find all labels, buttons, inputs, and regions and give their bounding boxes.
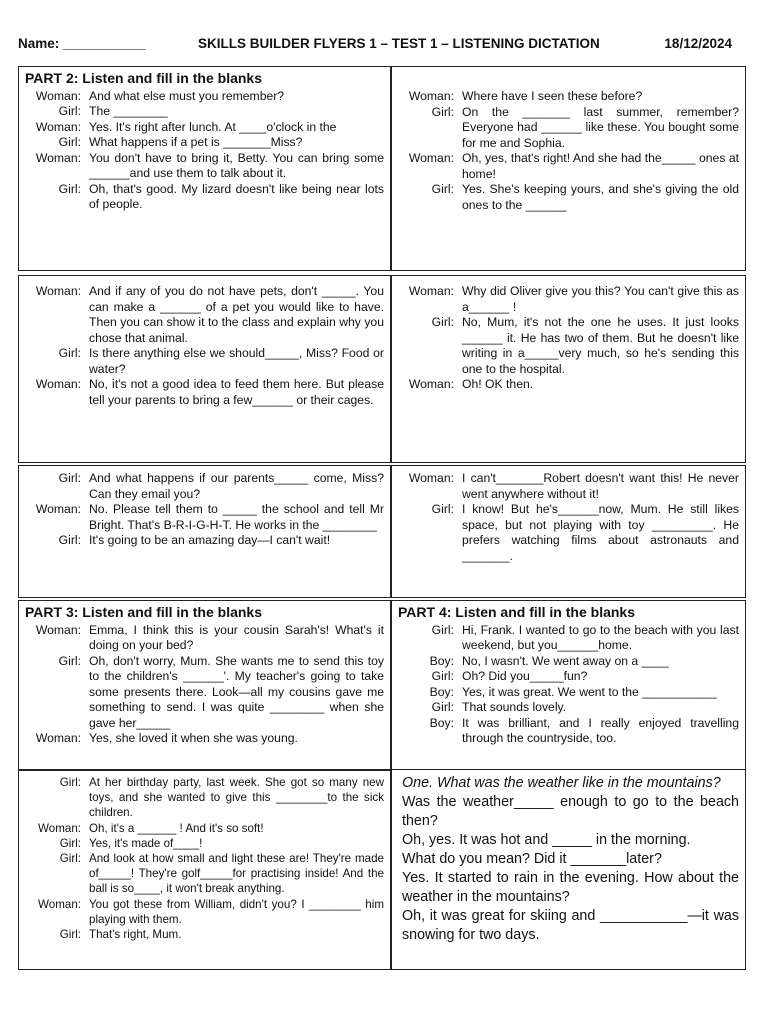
dialogue-line bbox=[25, 120, 384, 136]
dialogue-text: Oh! OK then. bbox=[462, 377, 534, 391]
speaker-label: Girl: bbox=[59, 836, 81, 850]
speaker-label: Girl: bbox=[58, 181, 81, 196]
dialogue-text: That sounds lovely. bbox=[462, 700, 567, 714]
dialogue-line bbox=[398, 105, 739, 152]
speaker-label: Woman: bbox=[408, 471, 454, 485]
dialogue-line bbox=[398, 685, 739, 701]
dialogue-text: Yes, it was great. We went to the ___________ bbox=[462, 684, 717, 699]
part2-box-3 bbox=[18, 465, 391, 598]
speaker-label: Woman: bbox=[35, 731, 81, 745]
dialogue-text: Hi, Frank. I wanted to go to the beach with you last weekend, but you______home. bbox=[462, 622, 739, 652]
dialogue-text: Oh, don't worry, Mum. She wants me to send this toy to the children's ______'. My teacher's going to take some presents there. Look—all my cousins gave me something to send. I was quite ________ when she gave her_____ bbox=[89, 653, 384, 730]
dialogue-line bbox=[398, 623, 739, 654]
dialogue-text: Oh, yes, that's right! And she had the_____ ones at home! bbox=[462, 151, 739, 181]
speaker-label: Girl: bbox=[431, 315, 454, 329]
dialogue bbox=[25, 623, 384, 747]
dialogue-line bbox=[25, 533, 384, 549]
dialogue-line bbox=[25, 836, 384, 851]
speaker-label: Boy: bbox=[429, 684, 454, 699]
speaker-label: Woman: bbox=[35, 284, 81, 298]
speaker-label: Girl: bbox=[59, 928, 81, 942]
speaker-label: Girl: bbox=[431, 669, 454, 683]
speaker-label: Girl: bbox=[58, 533, 81, 547]
part4-heading: PART 4: Listen and fill in the blanks bbox=[398, 604, 635, 620]
dialogue-line bbox=[398, 700, 739, 716]
dialogue-text: And look at how small and light these are! They're made of_____! They're golf_____for practising inside! And the ball is so____, it won't break anything. bbox=[89, 852, 384, 896]
dialogue-line bbox=[25, 502, 384, 533]
dialogue-text: Oh, that's good. My lizard doesn't like being near lots of people. bbox=[89, 181, 384, 211]
dialogue-line bbox=[398, 151, 739, 182]
speaker-label: Woman: bbox=[35, 377, 81, 391]
dialogue-text: No, it's not a good idea to feed them here. But please tell your parents to bring a few______ or their cages. bbox=[89, 377, 384, 407]
dialogue-text: At her birthday party, last week. She got so many new toys, and she wanted to give this ________to the sick children. bbox=[89, 776, 384, 820]
speaker-label: Woman: bbox=[38, 897, 81, 911]
dialogue-line bbox=[25, 104, 384, 120]
right-box-3 bbox=[391, 465, 746, 598]
dialogue-line bbox=[398, 471, 739, 502]
speaker-label: Girl: bbox=[431, 182, 454, 196]
dialogue-line bbox=[398, 89, 739, 105]
dialogue-text: Oh, it was great for skiing and ___________—it was snowing for two days. bbox=[402, 908, 739, 943]
dialogue-line bbox=[25, 654, 384, 732]
right-box-1 bbox=[391, 66, 746, 271]
dialogue-text: I can't_______Robert doesn't want this! He never went anywhere without it! bbox=[462, 471, 739, 501]
dialogue-text: Emma, I think this is your cousin Sarah's! What's it doing on your bed? bbox=[89, 622, 384, 652]
dialogue bbox=[398, 471, 739, 564]
part3-box-1 bbox=[18, 600, 391, 770]
part4-box-1 bbox=[391, 600, 746, 770]
speaker-label: Woman: bbox=[35, 119, 81, 134]
dialogue-text: You got these from William, didn't you? I ________ him playing with them. bbox=[89, 897, 384, 926]
dialogue-text: Yes. She's keeping yours, and she's giving the old ones to the ______ bbox=[462, 182, 739, 212]
dialogue-text: I know! But he's______now, Mum. He still likes space, but not playing with toy _________. He prefers watching films about astronauts and _______. bbox=[462, 502, 739, 563]
dialogue-line bbox=[25, 927, 384, 942]
speaker-label: Girl: bbox=[431, 502, 454, 516]
dialogue-line bbox=[398, 182, 739, 213]
dialogue-text: It was brilliant, and I really enjoyed travelling through the countryside, too. bbox=[462, 715, 739, 745]
dialogue-text: Yes. It's right after lunch. At ____o'clock in the bbox=[89, 119, 337, 134]
dialogue-line bbox=[398, 284, 739, 315]
dialogue-text: Was the weather_____ enough to go to the beach then? bbox=[402, 794, 739, 829]
part2-box-1 bbox=[18, 66, 391, 271]
speaker-label: Boy: bbox=[429, 715, 454, 730]
part3-box-2 bbox=[18, 770, 391, 970]
dialogue-text: Is there anything else we should_____, Miss? Food or water? bbox=[89, 346, 384, 376]
dialogue-line bbox=[25, 471, 384, 502]
speaker-label: Girl: bbox=[58, 135, 81, 149]
dialogue-line bbox=[398, 654, 739, 670]
speaker-label: Girl: bbox=[58, 471, 81, 485]
speaker-label: Woman: bbox=[35, 622, 81, 637]
speaker-label: Woman: bbox=[35, 502, 81, 516]
dialogue-line bbox=[25, 851, 384, 897]
dialogue-text: And what else must you remember? bbox=[89, 88, 285, 103]
dialogue-line bbox=[398, 669, 739, 685]
dialogue-line bbox=[25, 897, 384, 927]
dialogue-line bbox=[25, 151, 384, 182]
speaker-label: Girl: bbox=[58, 346, 81, 360]
speaker-label: Woman: bbox=[408, 377, 454, 391]
dialogue-text: You don't have to bring it, Betty. You can bring some ______and use them to talk about it. bbox=[89, 150, 384, 180]
dialogue-text: Oh, yes. It was hot and _____ in the morning. bbox=[402, 832, 691, 848]
dialogue-text: Yes, it's made of____! bbox=[89, 836, 203, 850]
dialogue-text: Oh? Did you_____fun? bbox=[462, 669, 588, 683]
speaker-label: Girl: bbox=[58, 653, 81, 668]
dialogue-line bbox=[398, 716, 739, 747]
dialogue-text: No, Mum, it's not the one he uses. It just looks ______ it. He has two of them. But he doesn't like writing in a_____very much, so he's sending this one to the hospital. bbox=[462, 315, 739, 376]
speaker-label: Girl: bbox=[59, 852, 81, 866]
dialogue bbox=[398, 623, 739, 747]
speaker-label: Girl: bbox=[58, 104, 81, 118]
dialogue bbox=[25, 89, 384, 213]
dialogue-text: No. Please tell them to _____ the school and tell Mr Bright. That's B-R-I-G-H-T. He works in the ________ bbox=[89, 502, 384, 532]
part4-box-2 bbox=[391, 770, 746, 970]
speaker-label: Woman: bbox=[35, 150, 81, 165]
speaker-label: Woman: bbox=[35, 88, 81, 103]
speaker-label: Girl: bbox=[59, 776, 81, 789]
dialogue-line bbox=[25, 377, 384, 408]
dialogue-text: The ________ bbox=[89, 104, 168, 118]
part2-box-2 bbox=[18, 275, 391, 463]
dialogue-text: It's going to be an amazing day—I can't wait! bbox=[89, 533, 331, 547]
speaker-label: Woman: bbox=[408, 89, 454, 103]
dialogue-text: Why did Oliver give you this? You can't give this as a______ ! bbox=[462, 284, 739, 314]
dialogue-line bbox=[25, 346, 384, 377]
question-one: One. What was the weather like in the mountains? bbox=[402, 775, 721, 791]
dialogue-plain bbox=[402, 793, 739, 945]
dialogue-line bbox=[25, 731, 384, 747]
dialogue bbox=[398, 89, 739, 213]
dialogue bbox=[25, 471, 384, 549]
dialogue-text: Oh, it's a ______ ! And it's so soft! bbox=[89, 821, 264, 835]
dialogue-line bbox=[25, 775, 384, 821]
speaker-label: Woman: bbox=[38, 821, 81, 835]
dialogue-line bbox=[25, 284, 384, 346]
dialogue-line bbox=[25, 89, 384, 105]
dialogue-text: And what happens if our parents_____ come, Miss? Can they email you? bbox=[89, 471, 384, 501]
speaker-label: Girl: bbox=[431, 104, 454, 119]
dialogue bbox=[25, 775, 384, 942]
dialogue-line bbox=[398, 315, 739, 377]
dialogue-text: What happens if a pet is _______Miss? bbox=[89, 135, 303, 149]
dialogue-text: Yes. It started to rain in the evening. How about the weather in the mountains? bbox=[402, 870, 739, 905]
dialogue-line bbox=[398, 502, 739, 564]
dialogue-text: Yes, she loved it when she was young. bbox=[89, 731, 298, 745]
part2-heading: PART 2: Listen and fill in the blanks bbox=[25, 70, 262, 86]
speaker-label: Girl: bbox=[431, 622, 454, 637]
name-label: Name: ___________ bbox=[18, 36, 146, 51]
speaker-label: Woman: bbox=[408, 151, 454, 165]
page-header bbox=[18, 36, 750, 56]
dialogue bbox=[398, 284, 739, 393]
dialogue-line bbox=[25, 182, 384, 213]
part3-heading: PART 3: Listen and fill in the blanks bbox=[25, 604, 262, 620]
date-label: 18/12/2024 bbox=[664, 36, 732, 51]
speaker-label: Girl: bbox=[431, 700, 454, 714]
dialogue-text: No, I wasn't. We went away on a ____ bbox=[462, 653, 669, 668]
dialogue-text: On the _______ last summer, remember? Everyone had ______ like these. You bought some for me and Sophia. bbox=[462, 104, 739, 150]
speaker-label: Woman: bbox=[408, 284, 454, 298]
dialogue-text: Where have I seen these before? bbox=[462, 89, 643, 103]
dialogue-text: And if any of you do not have pets, don't _____. You can make a ______ of a pet you would like to have. Then you can show it to the class and explain why you chose that animal. bbox=[89, 284, 384, 345]
dialogue-line bbox=[398, 377, 739, 393]
dialogue-line bbox=[25, 135, 384, 151]
dialogue-text: What do you mean? Did it _______later? bbox=[402, 851, 662, 867]
speaker-label: Boy: bbox=[429, 653, 454, 668]
page-title: SKILLS BUILDER FLYERS 1 – TEST 1 – LISTENING DICTATION bbox=[198, 36, 600, 51]
dialogue-line bbox=[25, 821, 384, 836]
right-box-2 bbox=[391, 275, 746, 463]
dialogue bbox=[25, 284, 384, 408]
dialogue-line bbox=[25, 623, 384, 654]
dialogue-text: That's right, Mum. bbox=[89, 928, 182, 942]
